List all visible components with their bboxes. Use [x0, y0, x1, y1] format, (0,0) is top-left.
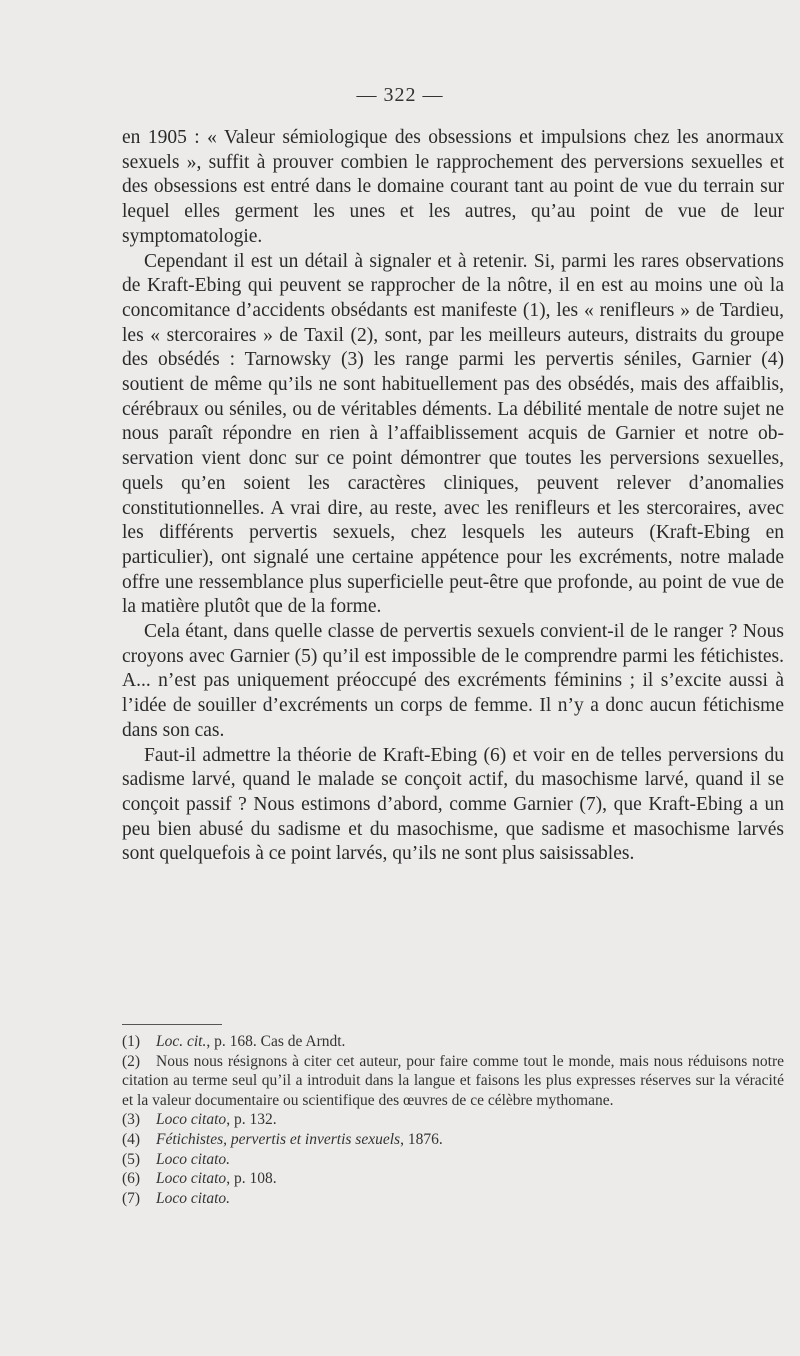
footnote-text: Nous nous résignons à citer cet auteur, pour faire comme tout le monde, mais nous réduisons notre citation au terme seul qu’il a introduit dans la langue et faisons les plus expresses réserves sur la véracité et la valeur documentaire ou scientifique des œuvres de ce célèbre mythomane. — [122, 1052, 784, 1109]
paragraph: Cependant il est un détail à signaler et à retenir. Si, parmi les rares observations de Kraft-Ebing qui peuvent se rapprocher de la nôtre, il en est au moins une où la concomitance d’accidents obsédants est manifeste (1), les « renifleurs » de Tardieu, les « stercoraires » de Taxil (2), sont, par les meilleurs auteurs, distraits du groupe des obsédés : Tarnowsky (3) les range parmi les pervertis séniles, Garnier (4) soutient de même qu’ils ne sont habituellement pas des obsédés, mais des affaiblis, cérébraux ou séniles, ou de véritables déments. La débilité mentale de notre sujet ne nous paraît répondre en rien à l’affaiblissement acquis de Garnier et notre observation vient donc sur ce point démontrer que toutes les perversions sexuelles, quels qu’en soient les caractères cliniques, peuvent relever d’anomalies constitutionnelles. A vrai dire, au reste, avec les renifleurs et les stercoraires, avec les différents pervertis sexuels, chez lesquels les auteurs (Kraft-Ebing en particulier), ont signalé une certaine appétence pour les excréments, notre malade offre une ressemblance plus superficielle peut-être que profonde, au point de vue de la matière plutôt que de la forme. — [122, 250, 784, 618]
footnote-citation: Loco citato — [156, 1111, 227, 1129]
footnote-citation: Fétichistes, pervertis et invertis sexuels — [156, 1130, 401, 1148]
footnote — [122, 1169, 784, 1189]
footnote-citation: Loco citato — [156, 1170, 227, 1188]
footnote-number: (1) — [122, 1033, 141, 1050]
footnote-text: , p. 132. — [226, 1111, 277, 1129]
footnote-text: , 1876. — [400, 1130, 443, 1148]
footnote — [122, 1150, 784, 1170]
footnote — [122, 1052, 784, 1111]
paragraph: Cela étant, dans quelle classe de pervertis sexuels convient-il de le ranger ? Nous croyons avec Garnier (5) qu’il est impossible de le comprendre parmi les fétichistes. A... n’est pas uniquement préoccupé des excréments féminins ; il s’excite aussi à l’idée de souiller d’excréments un corps de femme. Il n’y a donc aucun fétichisme dans son cas. — [122, 621, 784, 741]
paragraph: en 1905 : « Valeur sémiologique des obsessions et impulsions chez les anormaux sexuels », suffit à prouver combien le rapprochement des perversions sexuelles et des obsessions est entré dans le domaine courant tant au point de vue du terrain sur lequel elles germent les unes et les autres, qu’au point de vue de leur symptomatologie. — [122, 127, 784, 247]
footnote-number: (3) — [122, 1111, 141, 1129]
footnote-number: (4) — [122, 1130, 141, 1148]
footnote-text: , p. 108. — [226, 1170, 277, 1188]
footnote — [122, 1189, 784, 1209]
footnote-number: (2) — [122, 1052, 141, 1070]
footnote-citation: Loc. cit. — [156, 1033, 207, 1050]
footnote-number: (6) — [122, 1170, 141, 1188]
footnote-number: (5) — [122, 1150, 141, 1168]
footnote-citation: Loco citato. — [156, 1189, 231, 1207]
footnotes — [122, 1032, 784, 1208]
body-text — [122, 126, 784, 867]
paragraph: Faut-il admettre la théorie de Kraft-Ebing (6) et voir en de telles perversions du sadisme larvé, quand le malade se conçoit actif, du masochisme larvé, quand il se conçoit passif ? Nous estimons d’abord, comme Garnier (7), que Kraft-Ebing a un peu bien abusé du sadisme et du masochisme, que sadisme et masochisme larvés sont quelquefois à ce point larvés, qu’ils ne sont plus saisissables. — [122, 744, 784, 865]
footnote-citation: Loco citato. — [156, 1150, 231, 1168]
footnote-number: (7) — [122, 1189, 141, 1207]
footnote — [122, 1032, 784, 1052]
footnote-divider — [122, 1024, 222, 1025]
footnote — [122, 1130, 784, 1150]
footnote-text: , p. 168. Cas de Arndt. — [206, 1033, 346, 1050]
page-number: — 322 — — [356, 84, 444, 106]
footnote — [122, 1110, 784, 1130]
